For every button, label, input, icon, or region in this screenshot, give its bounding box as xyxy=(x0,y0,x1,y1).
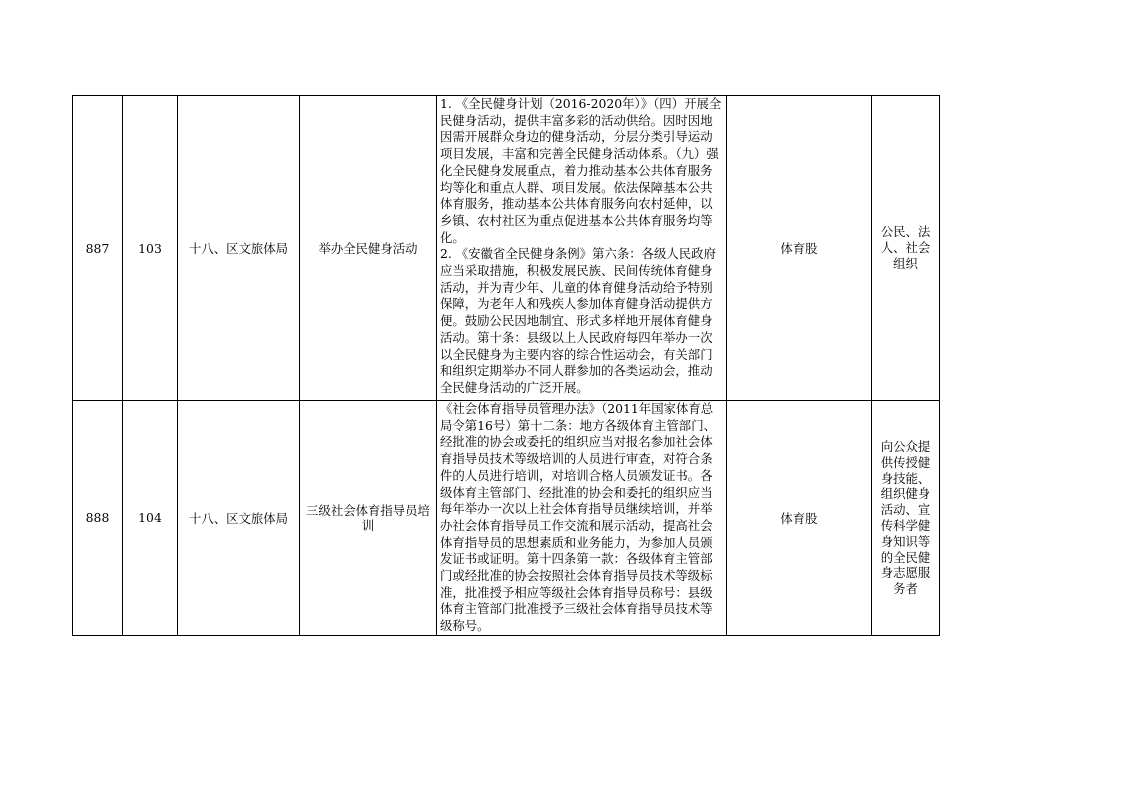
responsible-unit-cell: 体育股 xyxy=(727,96,872,401)
seq-cell: 888 xyxy=(73,401,123,636)
item-name-cell: 举办全民健身活动 xyxy=(300,96,437,401)
basis-cell xyxy=(437,96,727,401)
basis-paragraph: 《社会体育指导员管理办法》（2011年国家体育总局令第16号）第十二条：地方各级体育主管部门、经批准的协会或委托的组织应当对报名参加社会体育指导员技术等级培训的人员进行审查，对符合条件的人员进行培训，对培训合格人员颁发证书。各级体育主管部门、经批准的协会和委托的组织应当每年举办一次以上社会体育指导员继续培训，并举办社会体育指导员工作交流和展示活动，提高社会体育指导员的思想素质和业务能力，为参加人员颁发证书或证明。第十四条第一款：各级体育主管部门或经批准的协会按照社会体育指导员技术等级标准，批准授予相应等级社会体育指导员称号：县级体育主管部门批准授予三级社会体育指导员技术等级称号。 xyxy=(440,401,716,634)
table-row xyxy=(73,401,940,636)
basis-paragraph: 2. 《安徽省全民健身条例》第六条：各级人民政府应当采取措施，积极发展民族、民间传统体育健身活动，并为青少年、儿童的体育健身活动给予特别保障，为老年人和残疾人参加体育健身活动提供方便。鼓励公民因地制宜、形式多样地开展体育健身活动。第十条：县级以上人民政府每四年举办一次以全民健身为主要内容的综合性运动会，有关部门和组织定期举办不同人群参加的各类运动会，推动全民健身活动的广泛开展。 xyxy=(440,246,716,395)
item-name-cell: 三级社会体育指导员培训 xyxy=(300,401,437,636)
target-cell: 公民、法人、社会组织 xyxy=(872,96,940,401)
department-cell: 十八、区文旅体局 xyxy=(178,96,300,401)
department-cell: 十八、区文旅体局 xyxy=(178,401,300,636)
service-item-table xyxy=(72,95,940,636)
sub-seq-cell: 104 xyxy=(123,401,178,636)
table-row xyxy=(73,96,940,401)
sub-seq-cell: 103 xyxy=(123,96,178,401)
basis-paragraph: 1. 《全民健身计划（2016-2020年）》（四）开展全民健身活动，提供丰富多彩的活动供给。因时因地因需开展群众身边的健身活动，分层分类引导运动项目发展，丰富和完善全民健身活动体系。（九）强化全民健身发展重点，着力推动基本公共体育服务均等化和重点人群、项目发展。依法保障基本公共体育服务，推动基本公共体育服务向农村延伸，以乡镇、农村社区为重点促进基本公共体育服务均等化。 xyxy=(440,96,722,245)
basis-cell xyxy=(437,401,727,636)
seq-cell: 887 xyxy=(73,96,123,401)
target-cell: 向公众提供传授健身技能、组织健身活动、宣传科学健身知识等的全民健身志愿服务者 xyxy=(872,401,940,636)
responsible-unit-cell: 体育股 xyxy=(727,401,872,636)
